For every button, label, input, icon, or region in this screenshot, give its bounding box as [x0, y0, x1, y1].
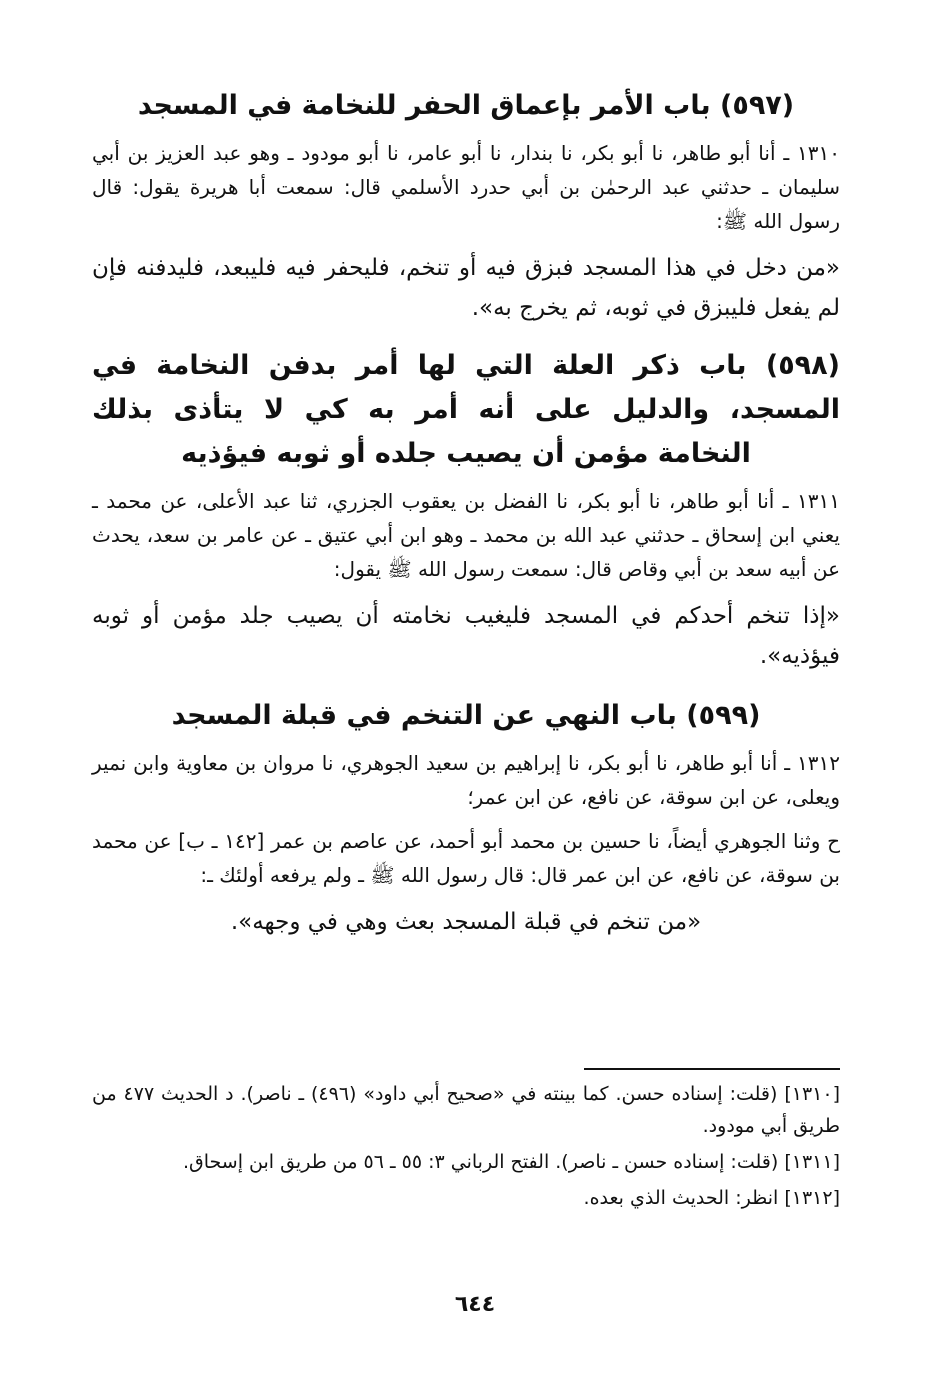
chapter-heading-599: (٥٩٩) باب النهي عن التنخم في قبلة المسجد [171, 700, 761, 731]
footnote-ref: [١٣١١] [784, 1151, 840, 1173]
footnote-ref: [١٣١٢] [784, 1187, 840, 1209]
footnotes [92, 1078, 840, 1218]
isnad-1311: ١٣١١ ـ أنا أبو طاهر، نا أبو بكر، نا الفضل بن يعقوب الجزري، ثنا عبد الأعلى، عن محمد ـ يعني ابن إسحاق ـ حدثني عبد الله بن محمد ـ وهو ابن أبي عتيق ـ عن عامر بن سعد، يحدث عن أبيه سعد بن أبي وقاص قال: سمعت رسول الله ﷺ يقول: [92, 489, 840, 581]
page-number: ٦٤٤ [454, 1292, 496, 1317]
hadith-text-1312: «من تنخم في قبلة المسجد بعث وهي في وجهه». [230, 909, 702, 935]
footnote-text: (قلت: إسناده حسن. كما بينته في «صحيح أبي داود» (٤٩٦) ـ ناصر). د الحديث ٤٧٧ من طريق أبي مودود. [92, 1083, 840, 1137]
footnote-text: انظر: الحديث الذي بعده. [583, 1187, 779, 1209]
footnote-1311 [92, 1146, 840, 1178]
isnad-1312: ١٣١٢ ـ أنا أبو طاهر، نا أبو بكر، نا إبراهيم بن سعيد الجوهري، نا مروان بن معاوية وابن نمير ويعلى، عن ابن سوقة، عن نافع، عن ابن عمر؛ [92, 751, 840, 809]
footnote-1310 [92, 1078, 840, 1142]
isnad-1312-alt-chain: ح وثنا الجوهري أيضاً، نا حسين بن محمد أبو أحمد، عن عاصم بن عمر [١٤٢ ـ ب] عن محمد بن سوقة، عن نافع، عن ابن عمر قال: قال رسول الله ﷺ ـ ولم يرفعه أولئك ـ: [92, 829, 840, 887]
main-text [92, 84, 840, 958]
hadith-text-1311: «إذا تنخم أحدكم في المسجد فليغيب نخامته أن يصيب جلد مؤمن أو ثوبه فيؤذيه». [92, 603, 840, 669]
footnote-divider [584, 1068, 840, 1070]
chapter-heading-598: (٥٩٨) باب ذكر العلة التي لها أمر بدفن النخامة في المسجد، والدليل على أنه أمر به كي لا يتأذى بذلك النخامة مؤمن أن يصيب جلده أو ثوبه فيؤذيه [92, 350, 840, 469]
footnote-1312 [92, 1182, 840, 1214]
isnad-1310: ١٣١٠ ـ أنا أبو طاهر، نا أبو بكر، نا بندار، نا أبو عامر، نا أبو مودود ـ وهو عبد العزيز بن أبي سليمان ـ حدثني عبد الرحمٰن بن أبي حدرد الأسلمي قال: سمعت أبا هريرة يقول: قال رسول الله ﷺ: [92, 141, 840, 233]
chapter-heading-597: (٥٩٧) باب الأمر بإعماق الحفر للنخامة في المسجد [137, 90, 795, 121]
footnote-text: (قلت: إسناده حسن ـ ناصر). الفتح الرباني ٣: ٥٥ ـ ٥٦ من طريق ابن إسحاق. [182, 1151, 779, 1173]
hadith-text-1310: «من دخل في هذا المسجد فبزق فيه أو تنخم، فليحفر فيه فليبعد، فليدفنه فإن لم يفعل فليبزق في ثوبه، ثم يخرج به». [92, 255, 840, 321]
footnote-ref: [١٣١٠] [784, 1083, 840, 1105]
